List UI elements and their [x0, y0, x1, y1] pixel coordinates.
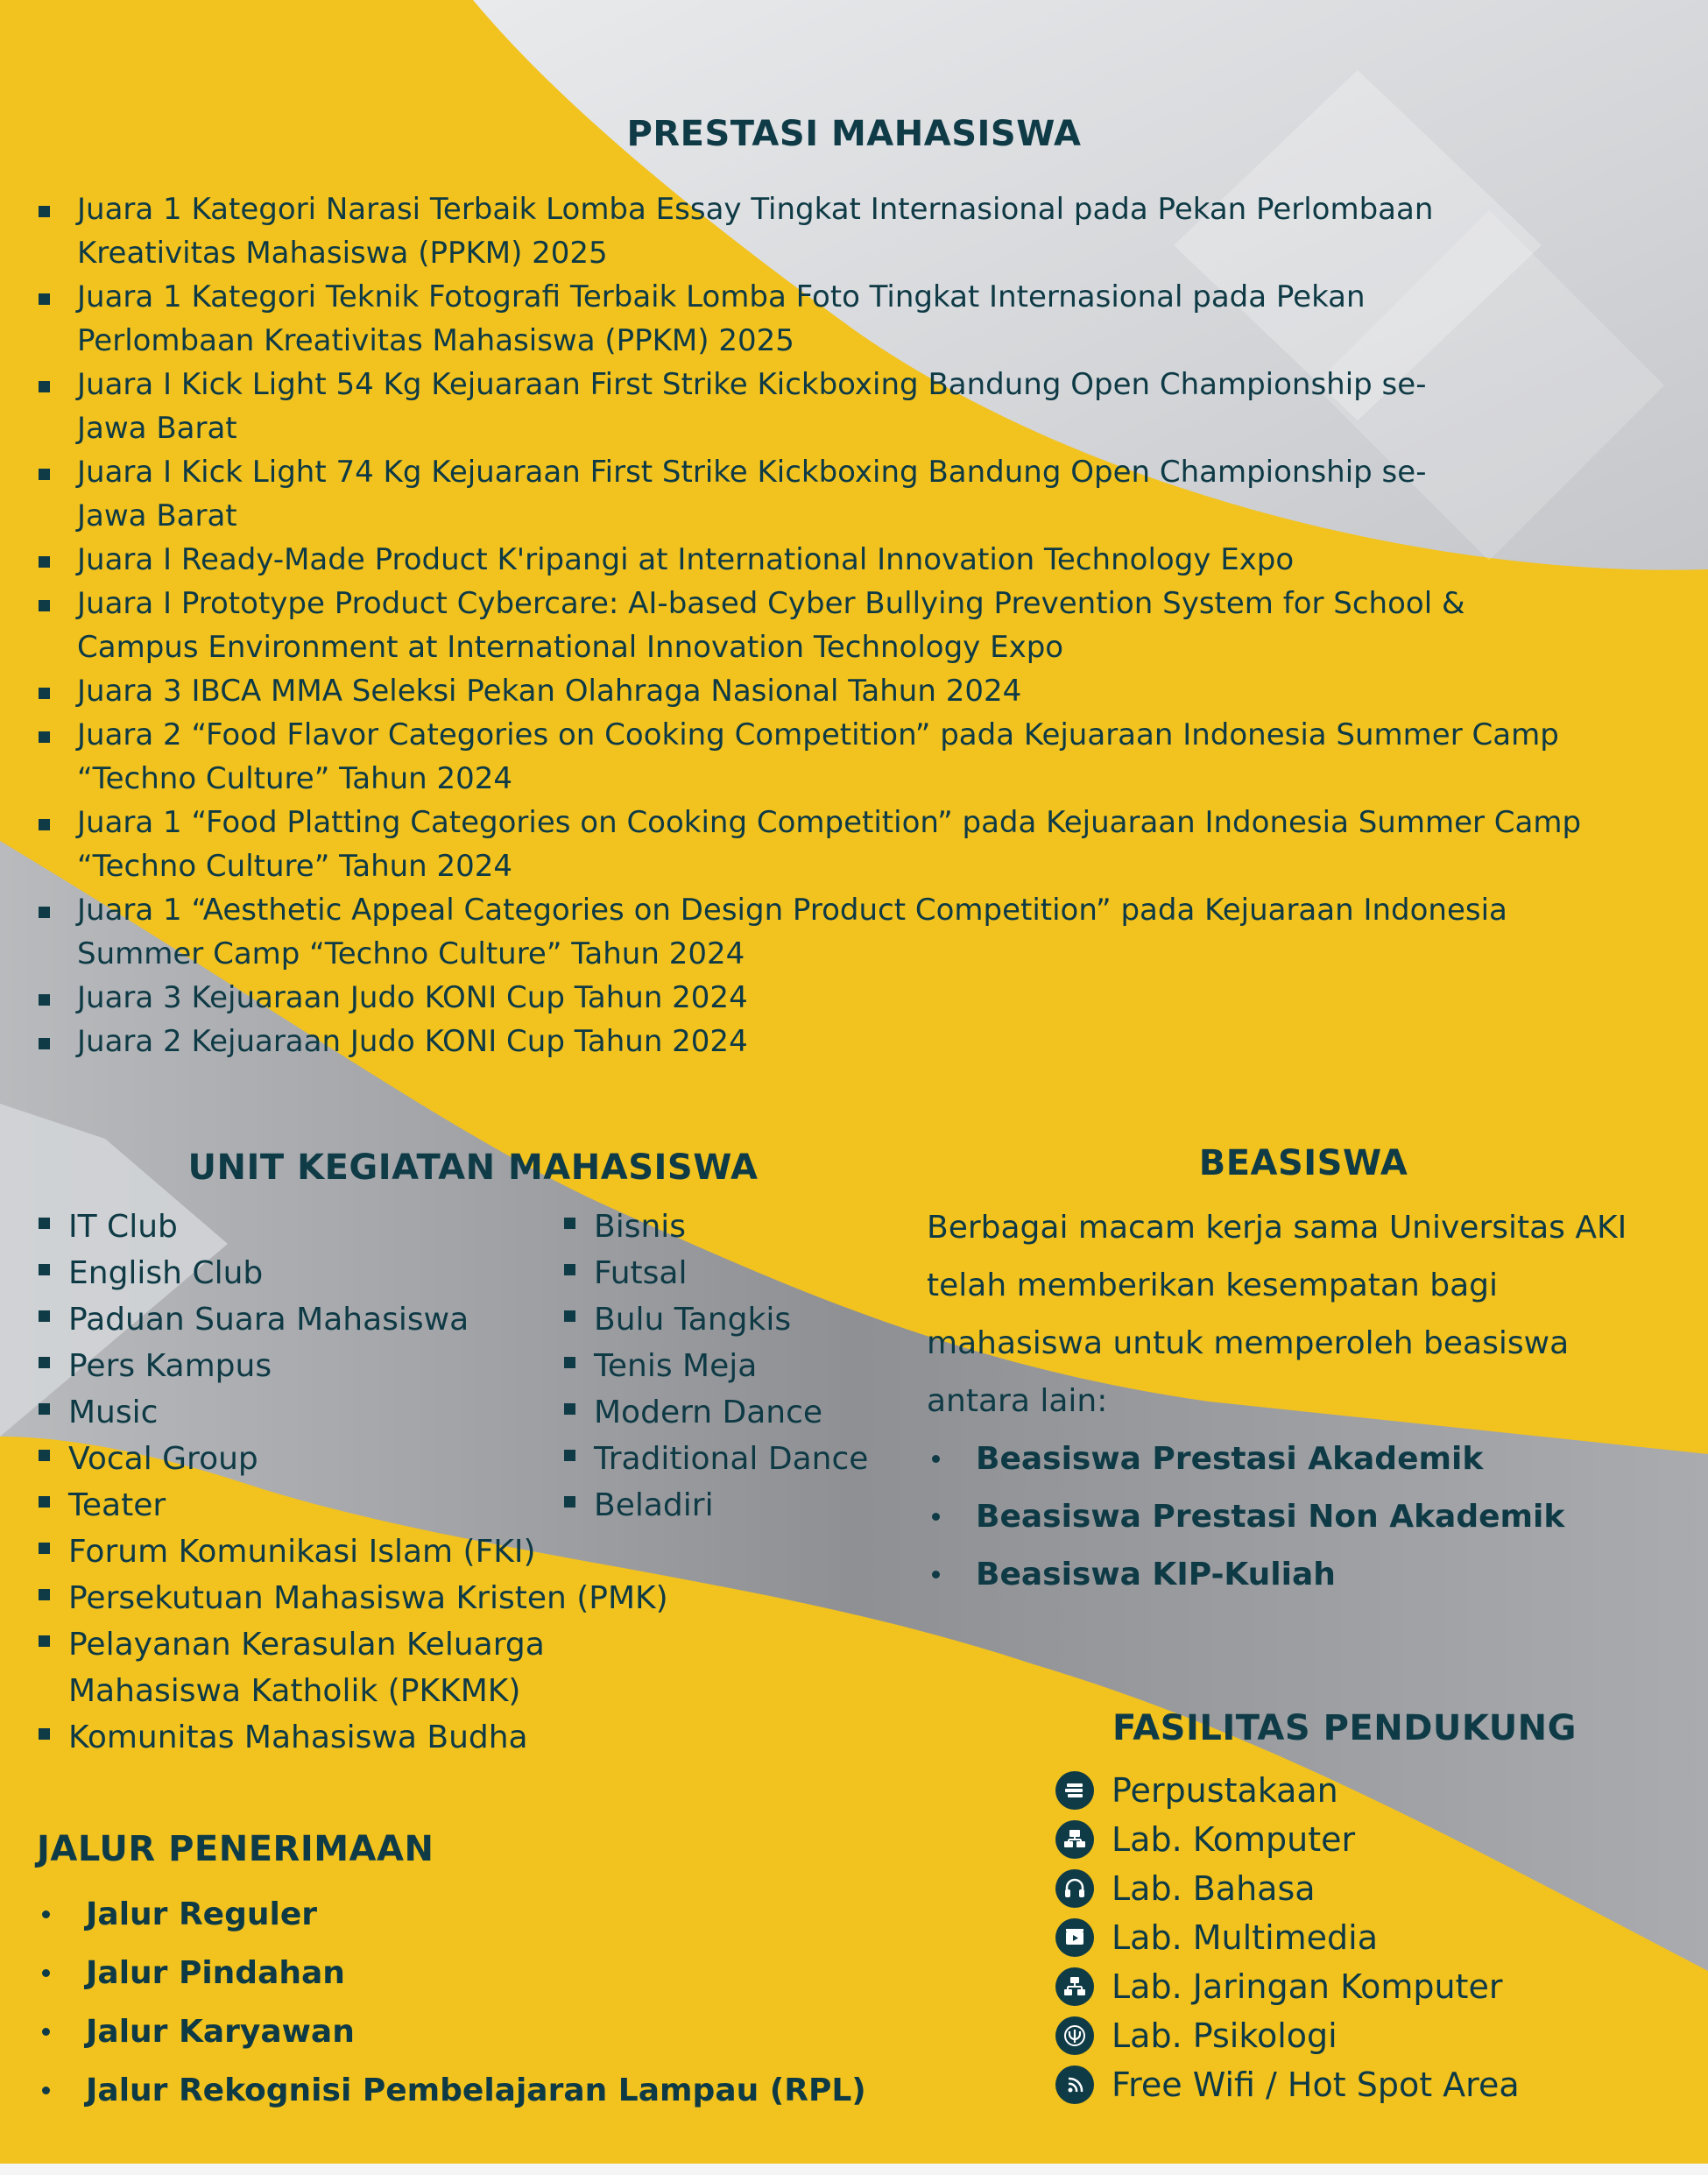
list-item: Beasiswa KIP-Kuliah	[927, 1546, 1680, 1604]
list-item: Teater	[35, 1482, 561, 1529]
list-item: Juara I Ready-Made Product K'ripangi at International Innovation Technology Expo	[26, 538, 1557, 582]
facility-label: Lab. Bahasa	[1112, 1869, 1316, 1908]
beasiswa-text: Berbagai macam kerja sama Universitas AKI telah memberikan kesempatan bagi mahasiswa untuk memperoleh beasiswa antara lain:	[927, 1210, 1627, 1419]
fasilitas-list	[1055, 1766, 1686, 2109]
beasiswa-title: BEASISWA	[1198, 1143, 1408, 1183]
list-item: Juara 1 “Food Platting Categories on Cooking Competition” pada Kejuaraan Indonesia Summer Camp “Techno Culture” Tahun 2024	[26, 801, 1601, 888]
beasiswa-section	[927, 1143, 1680, 1604]
facility-label: Lab. Komputer	[1112, 1820, 1356, 1859]
fasilitas-title: FASILITAS PENDUKUNG	[1112, 1708, 1577, 1748]
list-item	[1055, 1766, 1686, 1815]
psi-icon	[1055, 2016, 1094, 2055]
list-item	[1055, 1913, 1686, 1962]
list-item: Juara 2 Kejuaraan Judo KONI Cup Tahun 2024	[26, 1020, 1584, 1063]
facility-label: Free Wifi / Hot Spot Area	[1112, 2066, 1520, 2104]
list-item: Futsal	[561, 1250, 920, 1296]
beasiswa-list	[927, 1430, 1680, 1604]
jalur-list	[37, 1885, 1000, 2120]
ukm-title: UNIT KEGIATAN MAHASISWA	[187, 1148, 759, 1188]
headphones-icon	[1055, 1869, 1094, 1908]
prestasi-section	[26, 114, 1673, 1063]
list-item: Persekutuan Mahasiswa Kristen (PMK)	[35, 1575, 769, 1621]
list-item: Beladiri	[561, 1482, 920, 1529]
list-item: Juara 2 “Food Flavor Categories on Cooking Competition” pada Kejuaraan Indonesia Summer Camp “Techno Culture” Tahun 2024	[26, 713, 1584, 801]
jalur-section	[37, 1829, 1000, 2120]
list-item	[1055, 2011, 1686, 2060]
list-item: Juara 1 “Aesthetic Appeal Categories on Design Product Competition” pada Kejuaraan Indonesia Summer Camp “Techno Culture” Tahun 2024	[26, 888, 1619, 976]
prestasi-list	[26, 187, 1673, 1063]
list-item: Juara 1 Kategori Narasi Terbaik Lomba Essay Tingkat Internasional pada Pekan Perlombaan Kreativitas Mahasiswa (PPKM) 2025	[26, 187, 1557, 275]
list-item: Pers Kampus	[35, 1343, 561, 1389]
list-item: Juara 3 IBCA MMA Seleksi Pekan Olahraga Nasional Tahun 2024	[26, 669, 1584, 713]
computer-network-icon	[1055, 1820, 1094, 1859]
list-item: Forum Komunikasi Islam (FKI)	[35, 1529, 734, 1575]
list-item: IT Club	[35, 1204, 561, 1250]
list-item: Jalur Karyawan	[37, 2002, 1000, 2061]
prestasi-title: PRESTASI MAHASISWA	[626, 114, 1082, 154]
ukm-list-right	[561, 1204, 920, 1761]
list-item	[1055, 1864, 1686, 1913]
multimedia-icon	[1055, 1918, 1094, 1957]
list-item: Vocal Group	[35, 1436, 561, 1482]
list-item: Jalur Reguler	[37, 1885, 1000, 1944]
list-item: Komunitas Mahasiswa Budha	[35, 1714, 734, 1761]
facility-label: Lab. Jaringan Komputer	[1112, 1967, 1503, 2006]
fasilitas-section	[1055, 1708, 1686, 2109]
list-item: Juara 1 Kategori Teknik Fotografi Terbaik Lomba Foto Tingkat Internasional pada Pekan Perlombaan Kreativitas Mahasiswa (PPKM) 2025	[26, 275, 1487, 363]
list-item: Traditional Dance	[561, 1436, 920, 1482]
list-item: Juara I Kick Light 54 Kg Kejuaraan First Strike Kickboxing Bandung Open Championship se-Jawa Barat	[26, 363, 1487, 450]
list-item: Beasiswa Prestasi Akademik	[927, 1430, 1680, 1488]
list-item: Paduan Suara Mahasiswa	[35, 1296, 561, 1343]
list-item: Pelayanan Kerasulan Keluarga Mahasiswa Katholik (PKKMK)	[35, 1621, 559, 1714]
list-item: Music	[35, 1389, 561, 1436]
list-item	[1055, 2060, 1686, 2109]
list-item: Jalur Rekognisi Pembelajaran Lampau (RPL)	[37, 2061, 1000, 2120]
list-item: English Club	[35, 1250, 561, 1296]
list-item: Juara 3 Kejuaraan Judo KONI Cup Tahun 2024	[26, 976, 1584, 1020]
books-icon	[1055, 1771, 1094, 1810]
list-item: Bulu Tangkis	[561, 1296, 920, 1343]
list-item: Juara I Kick Light 74 Kg Kejuaraan First Strike Kickboxing Bandung Open Championship se-Jawa Barat	[26, 450, 1487, 538]
network-icon	[1055, 1967, 1094, 2006]
list-item: Beasiswa Prestasi Non Akademik	[927, 1488, 1680, 1546]
facility-label: Lab. Multimedia	[1112, 1918, 1378, 1957]
jalur-title: JALUR PENERIMAAN	[37, 1829, 434, 1869]
ukm-section	[35, 1148, 920, 1761]
facility-label: Lab. Psikologi	[1112, 2016, 1337, 2055]
list-item: Jalur Pindahan	[37, 1944, 1000, 2002]
list-item: Tenis Meja	[561, 1343, 920, 1389]
list-item: Modern Dance	[561, 1389, 920, 1436]
list-item	[1055, 1815, 1686, 1864]
facility-label: Perpustakaan	[1112, 1771, 1338, 1810]
list-item: Juara I Prototype Product Cybercare: AI-based Cyber Bullying Prevention System for School & Campus Environment at International Innovation Technology Expo	[26, 582, 1584, 669]
list-item	[1055, 1962, 1686, 2011]
wifi-icon	[1055, 2066, 1094, 2104]
list-item: Bisnis	[561, 1204, 920, 1250]
